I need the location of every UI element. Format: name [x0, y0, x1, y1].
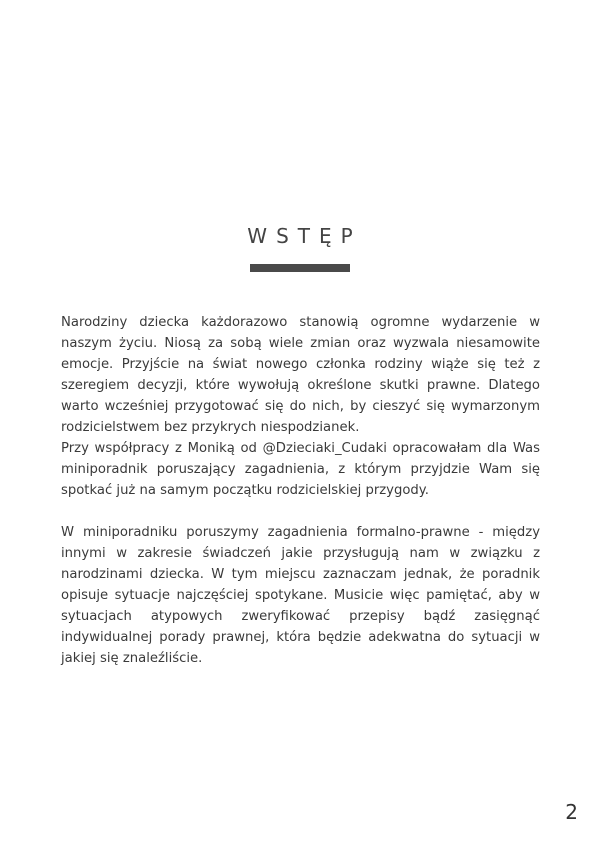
- body-text: [61, 312, 540, 669]
- paragraph-intro: Narodziny dziecka każdorazowo stanowią ogromne wydarzenie w naszym życiu. Niosą za sobą wiele zmian oraz wyzwala niesamowite emocje. Przyjście na świat nowego członka rodziny wiąże się też z szeregiem decyzji, które wywołują określone skutki prawne. Dlatego warto wcześniej przygotować się do nich, by cieszyć się wymarzonym rodzicielstwem bez przykrych niespodzianek.: [61, 315, 540, 435]
- paragraph-scope: W miniporadniku poruszymy zagadnienia formalno-prawne - między innymi w zakresie świadczeń jakie przysługują nam w związku z narodzinami dziecka. W tym miejscu zaznaczam jednak, że poradnik opisuje sytuacje najczęściej spotykane. Musicie więc pamiętać, aby w sytuacjach atypowych zweryfikować przepisy bądź zasięgnąć indywidualnej porady prawnej, która będzie adekwatna do sytuacji w jakiej się znaleźliście.: [61, 525, 540, 666]
- paragraph-collaboration: Przy współpracy z Moniką od @Dzieciaki_Cudaki opracowałam dla Was miniporadnik poruszający zagadnienia, z którym przyjdzie Wam się spotkać już na samym początku rodzicielskiej przygody.: [61, 441, 540, 498]
- page-heading: WSTĘP: [247, 224, 362, 248]
- heading-underline-bar: [250, 264, 350, 272]
- page-number: 2: [565, 800, 578, 824]
